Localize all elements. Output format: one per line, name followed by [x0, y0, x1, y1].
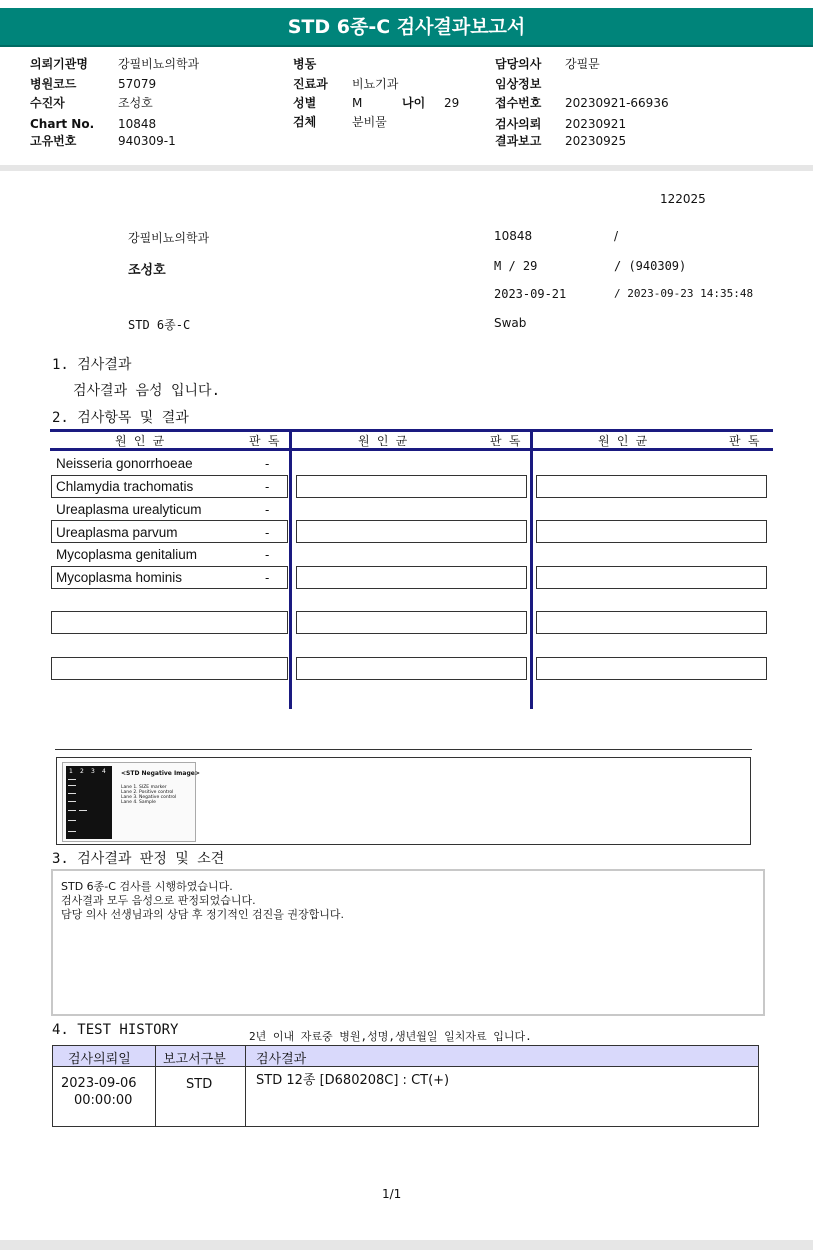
- summary-date1: 2023-09-21: [494, 287, 567, 301]
- summary-test: STD 6종-C: [128, 318, 191, 332]
- gel-caption: <STD Negative Image>: [121, 770, 200, 777]
- history-border: [245, 1045, 246, 1127]
- col-header-organism: 원 인 균: [115, 434, 165, 448]
- sex-value: M: [352, 96, 363, 110]
- gel-band: [68, 810, 76, 811]
- col-header-organism: 원 인 균: [598, 434, 648, 448]
- client-label: 의뢰기관명: [30, 57, 88, 71]
- table-row: [296, 520, 527, 543]
- col-header-result: 판 독: [729, 434, 760, 448]
- hosp-code-value: 57079: [118, 77, 157, 91]
- uid-label: 고유번호: [30, 134, 77, 148]
- header-separator: [0, 165, 813, 171]
- ward-label: 병동: [293, 57, 317, 71]
- gel-band: [68, 801, 76, 802]
- summary-chart: 10848: [494, 229, 533, 243]
- gel-band: [68, 793, 76, 794]
- specimen-value: 분비물: [352, 115, 387, 129]
- table-row: [536, 520, 767, 543]
- organism-name: Mycoplasma genitalium: [56, 547, 198, 562]
- section1-title: 1. 검사결과: [52, 357, 132, 373]
- summary-slash: /: [614, 229, 619, 243]
- lane-number: 3: [91, 768, 95, 775]
- table-row: [536, 566, 767, 589]
- gel-band: [68, 820, 76, 821]
- section2-title: 2. 검사항목 및 결과: [52, 410, 189, 426]
- col-header-result: 판 독: [249, 434, 280, 448]
- client-value: 강필비뇨의학과: [118, 57, 200, 71]
- gel-band: [79, 810, 87, 811]
- image-rule: [55, 749, 752, 750]
- gel-legend: Lane 1. SIZE marker: [121, 785, 167, 790]
- organism-result: -: [265, 571, 270, 585]
- organism-name: Chlamydia trachomatis: [56, 479, 194, 494]
- report-label: 결과보고: [495, 134, 542, 148]
- chart-label: Chart No.: [30, 117, 95, 131]
- lane-number: 4: [102, 768, 106, 775]
- summary-date2: / 2023-09-23 14:35:48: [614, 287, 754, 300]
- dept-value: 비뇨기과: [352, 77, 399, 91]
- report-code: 122025: [660, 192, 706, 206]
- history-col-type: 보고서구분: [163, 1052, 226, 1067]
- summary-specimen: Swab: [494, 316, 527, 330]
- gel-image: [62, 762, 200, 842]
- section3-title: 3. 검사결과 판정 및 소견: [52, 851, 225, 867]
- dept-label: 진료과: [293, 77, 328, 91]
- table-row: [296, 566, 527, 589]
- patient-label: 수진자: [30, 96, 65, 110]
- opinion-line: STD 6종-C 검사를 시행하였습니다.: [61, 880, 233, 893]
- section1-text: 검사결과 음성 입니다.: [73, 383, 221, 399]
- gel-band: [68, 785, 76, 786]
- table-row: [296, 475, 527, 498]
- specimen-label: 검체: [293, 115, 317, 129]
- organism-result: -: [265, 526, 270, 540]
- section4-title: 4. TEST HISTORY: [52, 1022, 179, 1038]
- table-row: [536, 657, 767, 680]
- clinical-label: 임상정보: [495, 77, 542, 91]
- history-col-result: 검사결과: [256, 1052, 307, 1067]
- age-value: 29: [444, 96, 460, 110]
- opinion-line: 검사결과 모두 음성으로 판정되었습니다.: [61, 894, 256, 907]
- column-divider: [289, 429, 292, 709]
- col-header-result: 판 독: [490, 434, 521, 448]
- summary-name: 조성호: [128, 263, 166, 278]
- lane-number: 2: [80, 768, 84, 775]
- request-label: 검사의뢰: [495, 117, 542, 131]
- receipt-label: 접수번호: [495, 96, 542, 110]
- history-border: [52, 1126, 759, 1127]
- column-divider: [530, 429, 533, 709]
- history-note: 2년 이내 자료중 병원,성명,생년월일 일치자료 입니다.: [249, 1030, 532, 1043]
- history-col-date: 검사의뢰일: [68, 1052, 131, 1067]
- organism-name: Neisseria gonorrhoeae: [56, 456, 193, 471]
- uid-value: 940309-1: [118, 134, 176, 148]
- history-header: [52, 1045, 759, 1067]
- organism-name: Ureaplasma urealyticum: [56, 502, 202, 517]
- summary-birth: / (940309): [614, 259, 687, 273]
- table-row: [51, 657, 288, 680]
- age-label: 나이: [402, 96, 426, 110]
- organism-name: Ureaplasma parvum: [56, 525, 178, 540]
- request-value: 20230921: [565, 117, 627, 131]
- gel-legend: Lane 4. Sample: [121, 800, 156, 805]
- history-time: 00:00:00: [74, 1093, 133, 1108]
- lane-number: 1: [69, 768, 73, 775]
- history-border: [155, 1045, 156, 1127]
- opinion-line: 담당 의사 선생님과의 상담 후 정기적인 검진을 권장합니다.: [61, 908, 344, 921]
- table-row: [536, 611, 767, 634]
- page-number: 1/1: [382, 1187, 402, 1201]
- sex-label: 성별: [293, 96, 317, 110]
- history-type: STD: [186, 1077, 213, 1092]
- organism-result: -: [265, 503, 270, 517]
- footer-bar: [0, 1240, 813, 1250]
- receipt-value: 20230921-66936: [565, 96, 669, 110]
- history-date: 2023-09-06: [61, 1076, 137, 1091]
- organism-result: -: [265, 457, 270, 471]
- report-value: 20230925: [565, 134, 627, 148]
- doctor-label: 담당의사: [495, 57, 542, 71]
- doctor-value: 강필문: [565, 57, 600, 71]
- organism-result: -: [265, 548, 270, 562]
- table-row: [296, 657, 527, 680]
- summary-clinic: 강필비뇨의학과: [128, 231, 210, 245]
- history-result: STD 12종 [D680208C] : CT(+): [256, 1073, 450, 1088]
- table-row: [296, 611, 527, 634]
- history-border: [52, 1066, 53, 1127]
- gel-legend: Lane 2. Positive control: [121, 790, 174, 795]
- table-row: [536, 475, 767, 498]
- organism-name: Mycoplasma hominis: [56, 570, 183, 585]
- organism-result: -: [265, 480, 270, 494]
- gel-band: [68, 831, 76, 832]
- chart-value: 10848: [118, 117, 157, 131]
- patient-value: 조성호: [118, 96, 153, 110]
- report-title: STD 6종-C 검사결과보고서: [0, 8, 813, 47]
- table-row: [51, 611, 288, 634]
- gel-legend: Lane 3. Negative control: [121, 795, 177, 800]
- col-header-organism: 원 인 균: [358, 434, 408, 448]
- history-border: [758, 1066, 759, 1127]
- summary-sex-age: M / 29: [494, 259, 538, 273]
- gel-lanes: [66, 766, 112, 839]
- hosp-code-label: 병원코드: [30, 77, 77, 91]
- gel-band: [68, 779, 76, 780]
